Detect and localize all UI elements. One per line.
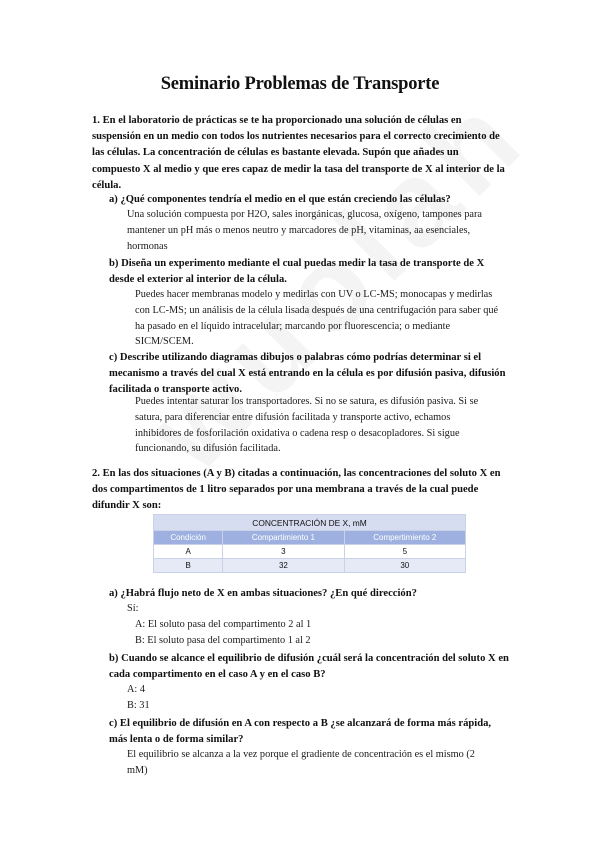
answer-line: B: El soluto pasa del compartimento 1 al 2 (135, 634, 311, 646)
table-row (154, 545, 466, 559)
q2-a-question-text: a) ¿Habrá flujo neto de X en ambas situaciones? ¿En qué dirección? (109, 588, 417, 599)
q1-a-answer (127, 207, 482, 254)
answer-line: SICM/SCEM. (135, 336, 194, 348)
question-2-line: dos compartimentos de 1 litro separados por una membrana a través de la cual puede (92, 484, 479, 496)
table-cell: 3 (223, 545, 344, 559)
question-line: más lenta o de forma similar? (109, 734, 244, 745)
question-line: c) El equilibrio de difusión en A con respecto a B ¿se alcanzará de forma más rápida, (109, 718, 492, 729)
question-1-line: las células. La concentración de células es bastante elevada. Supón que añades un (92, 147, 459, 159)
table-title: CONCENTRACIÓN DE X, mM (154, 515, 466, 531)
q2-b-question (109, 651, 509, 683)
question-2-line: difundir X son: (92, 500, 162, 512)
question-line: b) Diseña un experimento mediante el cual puedas medir la tasa de transporte de X (109, 258, 485, 269)
question-1-line: 1. En el laboratorio de prácticas se te ha proporcionado una solución de células en (92, 115, 462, 126)
q1-b-answer (135, 287, 498, 350)
q2-a-question (109, 586, 417, 602)
answer-line: funcionando, su difusión facilitada. (135, 443, 281, 455)
table-cell: 32 (223, 559, 344, 573)
q1-c-question (109, 350, 506, 398)
table-cell: A (154, 545, 223, 559)
concentration-table (153, 514, 466, 573)
answer-line: hormonas (127, 240, 168, 252)
answer-line: A: 4 (127, 684, 146, 695)
answer-line: satura, para diferenciar entre difusión facilitada y transporte activo, echamos (135, 411, 451, 423)
table-header: Condición (154, 531, 223, 545)
question-line: cada compartimento en el caso A y en el caso B? (109, 669, 326, 680)
question-1-line: célula. (92, 179, 122, 191)
question-1 (92, 113, 532, 194)
table-cell: 30 (344, 559, 465, 573)
answer-line: inhibidores de fosforilación oxidativa o cadena resp o desacopladores. Si sigue (135, 427, 460, 439)
question-1-line: compuesto X al medio y que eres capaz de medir la tasa del transporte de X al interior de la (92, 163, 505, 175)
q2-c-question (109, 716, 491, 748)
table-cell: B (154, 559, 223, 573)
question-line: facilitada o transporte activo. (109, 384, 242, 395)
table-header: Compertimiento 2 (344, 531, 465, 545)
answer-line: A: El soluto pasa del compartimento 2 al 1 (135, 618, 312, 630)
table-header: Compartimiento 1 (223, 531, 344, 545)
question-1-line: suspensión en un medio con todos los nutrientes necesarios para el correcto crecimiento de (92, 131, 500, 143)
q2-c-answer (127, 747, 475, 779)
question-2-line: 2. En las dos situaciones (A y B) citadas a continuación, las concentraciones del soluto X en (92, 468, 501, 479)
table-cell: 5 (344, 545, 465, 559)
q1-c-answer (135, 394, 478, 457)
q1-a-question-text: a) ¿Qué componentes tendría el medio en el que están creciendo las células? (109, 194, 451, 205)
answer-line: Puedes hacer membranas modelo y medirlas con UV o LC-MS; monocapas y medirlas (135, 289, 493, 300)
answer-line: con LC-MS; un análisis de la célula lisada después de una centrifugación para saber qué (135, 304, 499, 316)
answer-line: Puedes intentar saturar los transportadores. Si no se satura, es difusión pasiva. Si se (135, 396, 479, 407)
question-line: c) Describe utilizando diagramas dibujos o palabras cómo podrías determinar si el (109, 352, 482, 363)
question-line: mecanismo a través del cual X está entrando en la célula es por difusión pasiva, difusión (109, 368, 506, 379)
question-line: b) Cuando se alcance el equilibrio de difusión ¿cuál será la concentración del soluto X en (109, 653, 509, 664)
question-2 (92, 466, 532, 515)
answer-line: El equilibrio se alcanza a la vez porque el gradiente de concentración es el mismo (2 (127, 749, 475, 760)
page-title: Seminario Problemas de Transporte (160, 74, 440, 94)
q1-b-question (109, 256, 484, 288)
answer-line: ha pasado en el líquido intracelular; marcando por fluorescencia; o mediante (135, 320, 451, 332)
q2-a-answer (127, 601, 311, 648)
answer-line: Una solución compuesta por H2O, sales inorgánicas, glucosa, oxígeno, tampones para (127, 209, 482, 220)
answer-line: mantener un pH más o menos neutro y marcadores de pH, vitaminas, aa esenciales, (127, 224, 471, 236)
q2-b-answer (127, 682, 150, 714)
answer-line: Sí: (127, 603, 139, 614)
answer-line: mM) (127, 764, 148, 776)
q1-a-question (109, 192, 451, 208)
answer-line: B: 31 (127, 699, 150, 711)
table-row (154, 559, 466, 573)
question-line: desde el exterior al interior de la célula. (109, 274, 287, 285)
